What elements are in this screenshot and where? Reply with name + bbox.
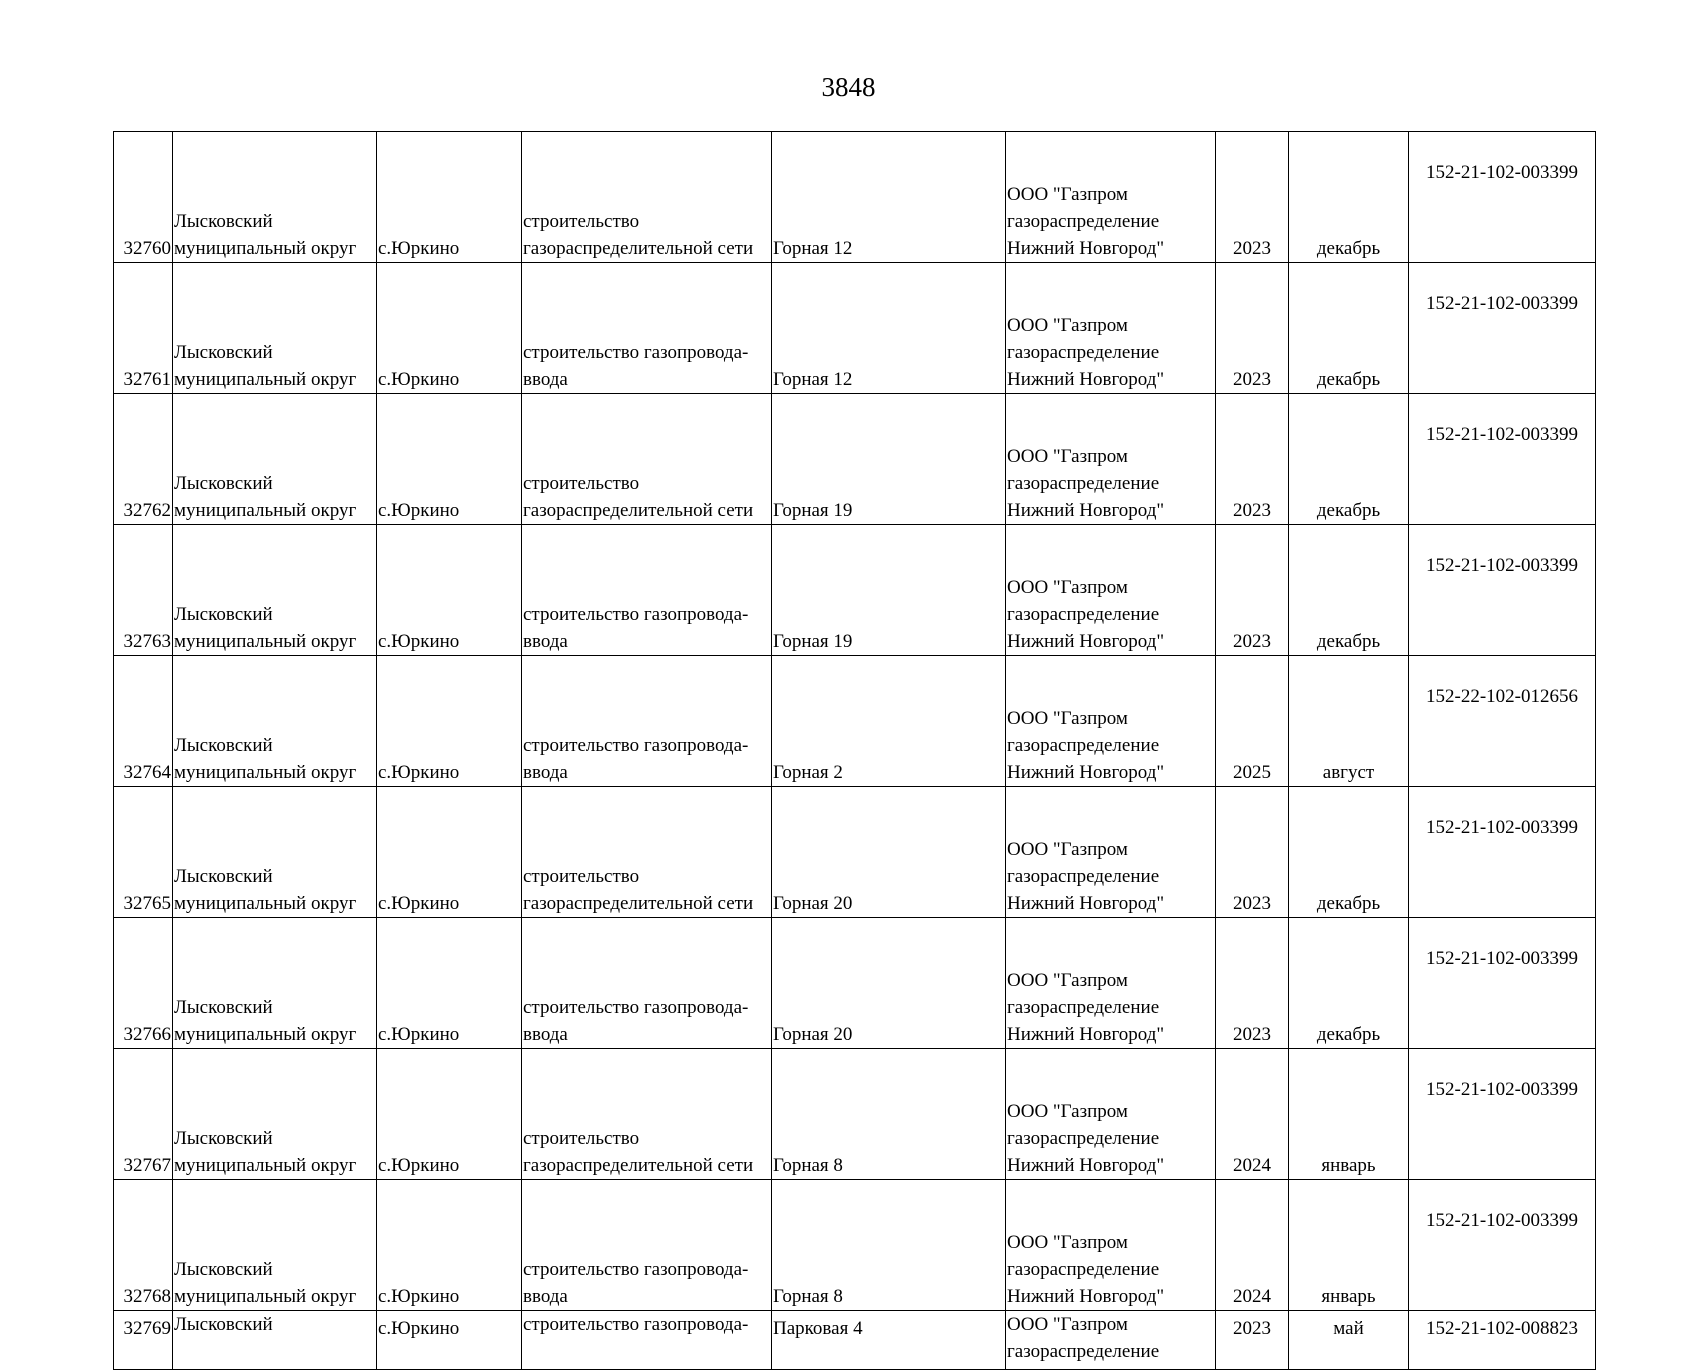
work-line: строительство газопровода- bbox=[523, 1314, 749, 1335]
org-line: газораспределение bbox=[1007, 1259, 1160, 1280]
organization-cell bbox=[1006, 132, 1216, 263]
work-line: строительство газопровода- bbox=[523, 604, 749, 625]
district-line: Лысковский bbox=[174, 735, 273, 756]
code-cell: 152-21-102-003399 bbox=[1409, 525, 1596, 656]
work-type-cell bbox=[522, 1311, 772, 1370]
month-cell: декабрь bbox=[1289, 525, 1409, 656]
org-line: Нижний Новгород" bbox=[1007, 500, 1165, 521]
row-number-cell: 32765 bbox=[114, 787, 173, 918]
address-cell: Горная 8 bbox=[772, 1049, 1006, 1180]
year-cell: 2023 bbox=[1216, 918, 1289, 1049]
district-cell bbox=[173, 1311, 377, 1370]
row-number-cell: 32762 bbox=[114, 394, 173, 525]
settlement-cell: с.Юркино bbox=[377, 656, 522, 787]
district-cell bbox=[173, 656, 377, 787]
org-line: ООО "Газпром bbox=[1007, 315, 1128, 336]
address-cell: Горная 12 bbox=[772, 263, 1006, 394]
settlement-cell: с.Юркино bbox=[377, 1049, 522, 1180]
table-body bbox=[114, 132, 1596, 1370]
work-line: газораспределительной сети bbox=[523, 500, 754, 521]
row-number-cell: 32761 bbox=[114, 263, 173, 394]
org-line: Нижний Новгород" bbox=[1007, 1155, 1165, 1176]
org-line: газораспределение bbox=[1007, 735, 1160, 756]
work-line: ввода bbox=[523, 1024, 568, 1045]
district-line: муниципальный округ bbox=[174, 1286, 357, 1307]
work-line: строительство bbox=[523, 1128, 640, 1149]
work-type-cell bbox=[522, 1180, 772, 1311]
year-cell: 2023 bbox=[1216, 1311, 1289, 1370]
district-line: муниципальный округ bbox=[174, 1155, 357, 1176]
org-line: Нижний Новгород" bbox=[1007, 369, 1165, 390]
org-line: газораспределение bbox=[1007, 1341, 1160, 1362]
org-line: Нижний Новгород" bbox=[1007, 1286, 1165, 1307]
year-cell: 2024 bbox=[1216, 1049, 1289, 1180]
table-row bbox=[114, 394, 1596, 525]
month-cell: май bbox=[1289, 1311, 1409, 1370]
district-cell bbox=[173, 918, 377, 1049]
work-type-cell bbox=[522, 394, 772, 525]
district-line: Лысковский bbox=[174, 1128, 273, 1149]
work-line: строительство газопровода- bbox=[523, 997, 749, 1018]
org-line: газораспределение bbox=[1007, 604, 1160, 625]
month-cell: декабрь bbox=[1289, 263, 1409, 394]
work-line: строительство bbox=[523, 866, 640, 887]
register-table bbox=[113, 131, 1596, 1370]
org-line: ООО "Газпром bbox=[1007, 184, 1128, 205]
address-cell: Горная 19 bbox=[772, 394, 1006, 525]
year-cell: 2025 bbox=[1216, 656, 1289, 787]
row-number-cell: 32766 bbox=[114, 918, 173, 1049]
organization-cell bbox=[1006, 263, 1216, 394]
month-cell: январь bbox=[1289, 1049, 1409, 1180]
work-line: строительство газопровода- bbox=[523, 735, 749, 756]
settlement-cell: с.Юркино bbox=[377, 132, 522, 263]
org-line: ООО "Газпром bbox=[1007, 446, 1128, 467]
work-type-cell bbox=[522, 656, 772, 787]
organization-cell bbox=[1006, 1311, 1216, 1370]
org-line: Нижний Новгород" bbox=[1007, 762, 1165, 783]
work-line: ввода bbox=[523, 762, 568, 783]
row-number-cell: 32760 bbox=[114, 132, 173, 263]
work-type-cell bbox=[522, 918, 772, 1049]
district-cell bbox=[173, 525, 377, 656]
work-type-cell bbox=[522, 1049, 772, 1180]
org-line: газораспределение bbox=[1007, 211, 1160, 232]
org-line: газораспределение bbox=[1007, 473, 1160, 494]
code-cell: 152-21-102-003399 bbox=[1409, 132, 1596, 263]
work-line: газораспределительной сети bbox=[523, 238, 754, 259]
settlement-cell: с.Юркино bbox=[377, 918, 522, 1049]
row-number-cell: 32768 bbox=[114, 1180, 173, 1311]
code-cell: 152-21-102-003399 bbox=[1409, 394, 1596, 525]
work-line: ввода bbox=[523, 369, 568, 390]
year-cell: 2023 bbox=[1216, 787, 1289, 918]
page-number: 3848 bbox=[821, 72, 876, 102]
org-line: ООО "Газпром bbox=[1007, 708, 1128, 729]
org-line: газораспределение bbox=[1007, 1128, 1160, 1149]
org-line: ООО "Газпром bbox=[1007, 1232, 1128, 1253]
district-line: муниципальный округ bbox=[174, 1024, 357, 1045]
code-cell: 152-22-102-012656 bbox=[1409, 656, 1596, 787]
district-line: муниципальный округ bbox=[174, 762, 357, 783]
month-cell: декабрь bbox=[1289, 132, 1409, 263]
year-cell: 2023 bbox=[1216, 263, 1289, 394]
work-line: строительство bbox=[523, 473, 640, 494]
address-cell: Парковая 4 bbox=[772, 1311, 1006, 1370]
year-cell: 2023 bbox=[1216, 525, 1289, 656]
work-line: строительство bbox=[523, 211, 640, 232]
district-line: Лысковский bbox=[174, 1259, 273, 1280]
table-row bbox=[114, 1180, 1596, 1311]
organization-cell bbox=[1006, 394, 1216, 525]
work-line: ввода bbox=[523, 1286, 568, 1307]
org-line: газораспределение bbox=[1007, 866, 1160, 887]
address-cell: Горная 20 bbox=[772, 787, 1006, 918]
district-cell bbox=[173, 132, 377, 263]
settlement-cell: с.Юркино bbox=[377, 1311, 522, 1370]
district-line: муниципальный округ bbox=[174, 238, 357, 259]
org-line: Нижний Новгород" bbox=[1007, 631, 1165, 652]
district-line: Лысковский bbox=[174, 473, 273, 494]
organization-cell bbox=[1006, 787, 1216, 918]
district-line: Лысковский bbox=[174, 997, 273, 1018]
code-cell: 152-21-102-003399 bbox=[1409, 918, 1596, 1049]
month-cell: август bbox=[1289, 656, 1409, 787]
settlement-cell: с.Юркино bbox=[377, 787, 522, 918]
address-cell: Горная 19 bbox=[772, 525, 1006, 656]
code-cell: 152-21-102-003399 bbox=[1409, 1180, 1596, 1311]
settlement-cell: с.Юркино bbox=[377, 394, 522, 525]
org-line: ООО "Газпром bbox=[1007, 1314, 1128, 1335]
district-cell bbox=[173, 787, 377, 918]
table-row bbox=[114, 787, 1596, 918]
settlement-cell: с.Юркино bbox=[377, 525, 522, 656]
year-cell: 2023 bbox=[1216, 394, 1289, 525]
work-line: ввода bbox=[523, 631, 568, 652]
organization-cell bbox=[1006, 1049, 1216, 1180]
year-cell: 2024 bbox=[1216, 1180, 1289, 1311]
work-line: строительство газопровода- bbox=[523, 1259, 749, 1280]
table-row bbox=[114, 1049, 1596, 1180]
org-line: ООО "Газпром bbox=[1007, 839, 1128, 860]
district-line: Лысковский bbox=[174, 604, 273, 625]
work-type-cell bbox=[522, 132, 772, 263]
district-cell bbox=[173, 1049, 377, 1180]
code-cell: 152-21-102-008823 bbox=[1409, 1311, 1596, 1370]
district-line: Лысковский bbox=[174, 866, 273, 887]
year-cell: 2023 bbox=[1216, 132, 1289, 263]
org-line: Нижний Новгород" bbox=[1007, 238, 1165, 259]
month-cell: декабрь bbox=[1289, 918, 1409, 1049]
work-line: газораспределительной сети bbox=[523, 893, 754, 914]
district-line: муниципальный округ bbox=[174, 893, 357, 914]
settlement-cell: с.Юркино bbox=[377, 263, 522, 394]
table-row bbox=[114, 918, 1596, 1049]
district-cell bbox=[173, 394, 377, 525]
table-row bbox=[114, 263, 1596, 394]
row-number-cell: 32764 bbox=[114, 656, 173, 787]
district-line: муниципальный округ bbox=[174, 369, 357, 390]
month-cell: январь bbox=[1289, 1180, 1409, 1311]
code-cell: 152-21-102-003399 bbox=[1409, 263, 1596, 394]
month-cell: декабрь bbox=[1289, 787, 1409, 918]
table-row bbox=[114, 656, 1596, 787]
address-cell: Горная 20 bbox=[772, 918, 1006, 1049]
table-row bbox=[114, 525, 1596, 656]
row-number-cell: 32769 bbox=[114, 1311, 173, 1370]
row-number-cell: 32767 bbox=[114, 1049, 173, 1180]
organization-cell bbox=[1006, 525, 1216, 656]
work-type-cell bbox=[522, 525, 772, 656]
org-line: ООО "Газпром bbox=[1007, 577, 1128, 598]
district-line: муниципальный округ bbox=[174, 631, 357, 652]
work-line: строительство газопровода- bbox=[523, 342, 749, 363]
address-cell: Горная 2 bbox=[772, 656, 1006, 787]
month-cell: декабрь bbox=[1289, 394, 1409, 525]
table-row bbox=[114, 132, 1596, 263]
district-line: Лысковский bbox=[174, 211, 273, 232]
district-line: муниципальный округ bbox=[174, 500, 357, 521]
work-type-cell bbox=[522, 787, 772, 918]
org-line: ООО "Газпром bbox=[1007, 1101, 1128, 1122]
table-row bbox=[114, 1311, 1596, 1370]
code-cell: 152-21-102-003399 bbox=[1409, 1049, 1596, 1180]
org-line: газораспределение bbox=[1007, 997, 1160, 1018]
work-type-cell bbox=[522, 263, 772, 394]
district-cell bbox=[173, 263, 377, 394]
work-line: газораспределительной сети bbox=[523, 1155, 754, 1176]
code-cell: 152-21-102-003399 bbox=[1409, 787, 1596, 918]
row-number-cell: 32763 bbox=[114, 525, 173, 656]
org-line: Нижний Новгород" bbox=[1007, 1024, 1165, 1045]
organization-cell bbox=[1006, 656, 1216, 787]
org-line: газораспределение bbox=[1007, 342, 1160, 363]
org-line: ООО "Газпром bbox=[1007, 970, 1128, 991]
address-cell: Горная 12 bbox=[772, 132, 1006, 263]
org-line: Нижний Новгород" bbox=[1007, 893, 1165, 914]
organization-cell bbox=[1006, 1180, 1216, 1311]
district-cell bbox=[173, 1180, 377, 1311]
address-cell: Горная 8 bbox=[772, 1180, 1006, 1311]
district-line: Лысковский bbox=[174, 1314, 273, 1335]
district-line: Лысковский bbox=[174, 342, 273, 363]
organization-cell bbox=[1006, 918, 1216, 1049]
settlement-cell: с.Юркино bbox=[377, 1180, 522, 1311]
